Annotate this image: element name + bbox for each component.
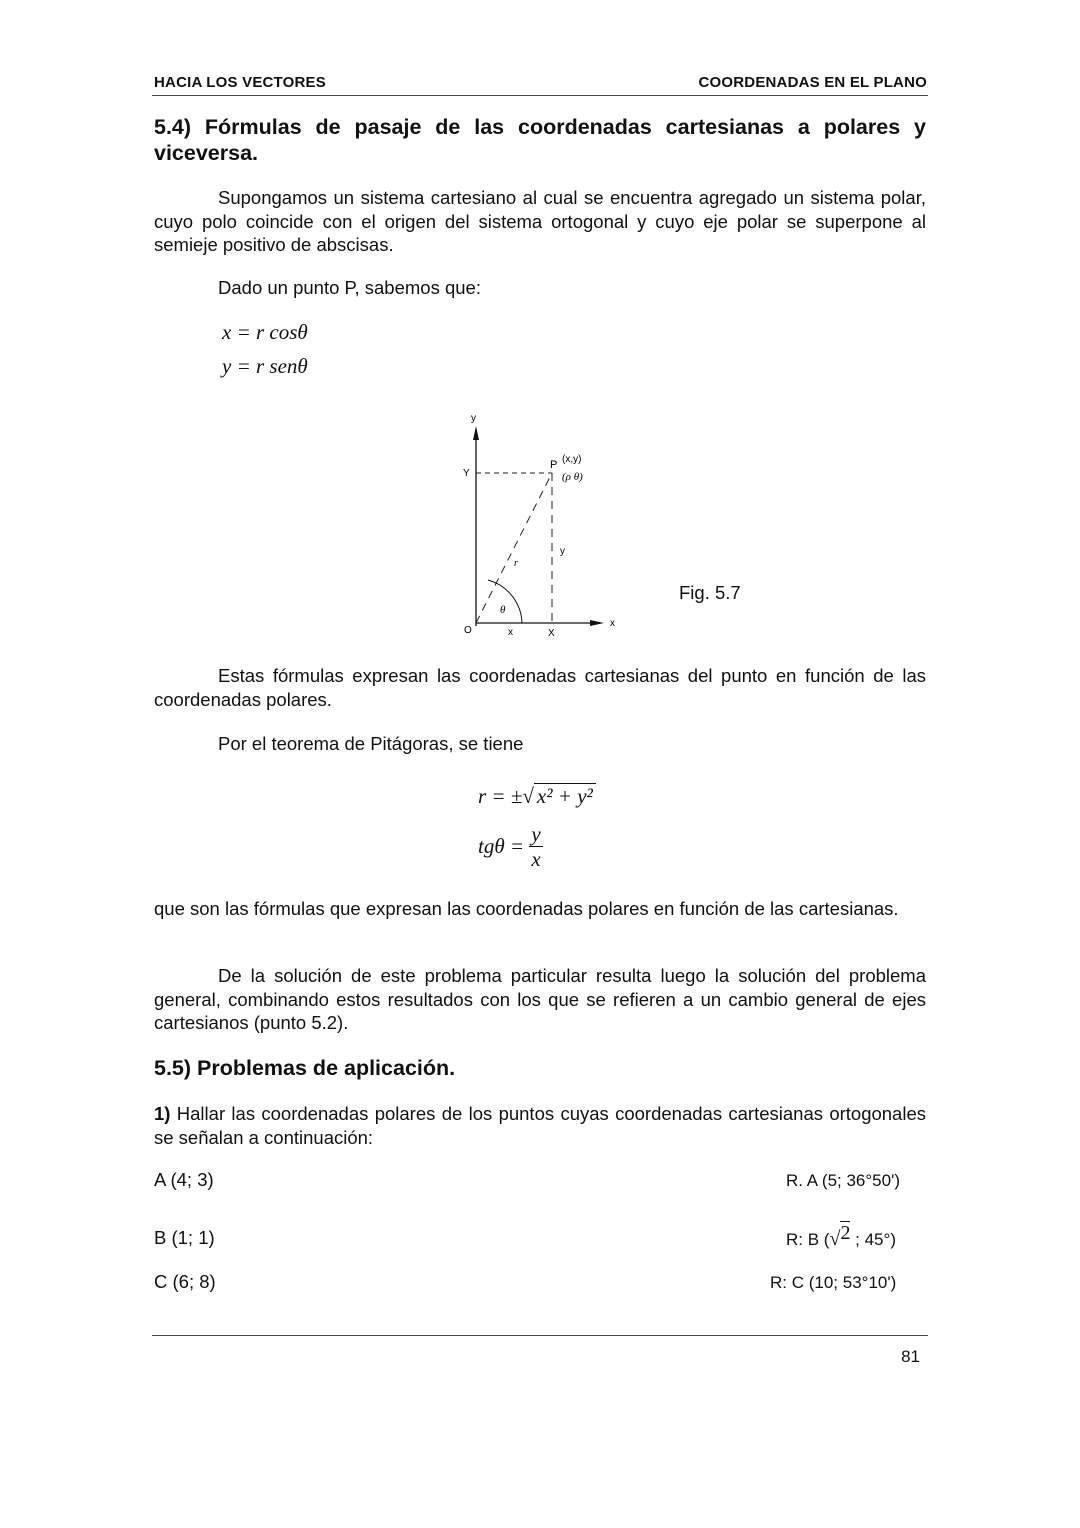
problem-number: 1): [154, 1103, 171, 1124]
answer-B: [786, 1222, 896, 1251]
equation-r: [478, 784, 596, 809]
rho-theta-label: (ρ θ): [562, 471, 583, 483]
xy-label: (x,y): [562, 454, 582, 465]
figure-caption: Fig. 5.7: [679, 582, 741, 603]
P-label: P: [550, 459, 558, 471]
equation-r-lhs: r = ±: [478, 784, 523, 808]
paragraph-intro: Supongamos un sistema cartesiano al cual se encuentra agregado un sistema polar, cuyo polo coincide con el origen del sistema ortogonal y cuyo eje polar se superpone al semieje positivo de abscisas.: [154, 187, 926, 255]
equation-tg: [478, 822, 543, 871]
page-number: 81: [901, 1347, 920, 1366]
theta-label: θ: [500, 604, 506, 616]
section-5-4-title: 5.4) Fórmulas de pasaje de las coordenadas cartesianas a polares y viceversa.: [154, 115, 926, 165]
fraction-numerator: y: [531, 822, 541, 846]
fraction-y-over-x: [529, 822, 542, 871]
equation-x: x = r cosθ: [222, 320, 308, 344]
paragraph-general-problem: De la solución de este problema particular resulta luego la solución del problema general, combinando estos resultados con los que se refieren a un cambio general de ejes cartesianos (punto 5.2).: [154, 965, 926, 1033]
O-label: O: [464, 625, 472, 636]
x-axis-label: x: [610, 618, 615, 629]
paragraph-formulas-cartesian: Estas fórmulas expresan las coordenadas cartesianas del punto en función de las coordenadas polares.: [154, 665, 926, 710]
x-axis-arrow: [590, 620, 604, 626]
footer-rule: [152, 1335, 928, 1336]
section-5-5-title: 5.5) Problemas de aplicación.: [154, 1056, 456, 1080]
equation-r-radicand: x² + y²: [534, 783, 596, 808]
equation-tg-lhs: tgθ =: [478, 834, 525, 858]
answer-A: R. A (5; 36°50'): [786, 1171, 900, 1190]
equation-y: y = r senθ: [222, 354, 308, 378]
answer-B-pre: R: B (: [786, 1230, 830, 1249]
answer-C: R: C (10; 53°10'): [770, 1273, 897, 1292]
running-header-left: HACIA LOS VECTORES: [154, 74, 326, 91]
X-label: X: [548, 628, 555, 639]
fraction-denominator: x: [531, 847, 541, 871]
header-rule: [152, 95, 928, 96]
y-axis-arrow: [473, 426, 479, 440]
paragraph-pitagoras: Por el teorema de Pitágoras, se tiene: [218, 733, 524, 754]
paragraph-formulas-polar: que son las fórmulas que expresan las coordenadas polares en función de las cartesianas.: [154, 898, 899, 919]
y-axis-label: y: [471, 413, 476, 424]
answer-B-post: ; 45°): [850, 1230, 896, 1249]
small-x-label: x: [508, 627, 513, 638]
radius-line: [476, 473, 552, 623]
point-A: A (4; 3): [154, 1169, 214, 1190]
point-C: C (6; 8): [154, 1271, 216, 1292]
answer-B-radicand: 2: [840, 1222, 851, 1244]
problem-1: [154, 1102, 926, 1149]
r-label: r: [514, 558, 518, 569]
Y-label: Y: [463, 468, 470, 479]
small-y-label: y: [560, 546, 565, 557]
paragraph-dado: Dado un punto P, sabemos que:: [218, 277, 481, 298]
theta-arc: [488, 580, 522, 623]
point-B: B (1; 1): [154, 1227, 215, 1248]
running-header-right: COORDENADAS EN EL PLANO: [698, 74, 927, 91]
polar-coordinates-figure: [448, 408, 628, 643]
sqrt-icon: √: [522, 784, 534, 808]
problem-text: Hallar las coordenadas polares de los puntos cuyas coordenadas cartesianas ortogonales se señalan a continuación:: [154, 1103, 926, 1148]
sqrt-icon: √: [829, 1228, 841, 1250]
